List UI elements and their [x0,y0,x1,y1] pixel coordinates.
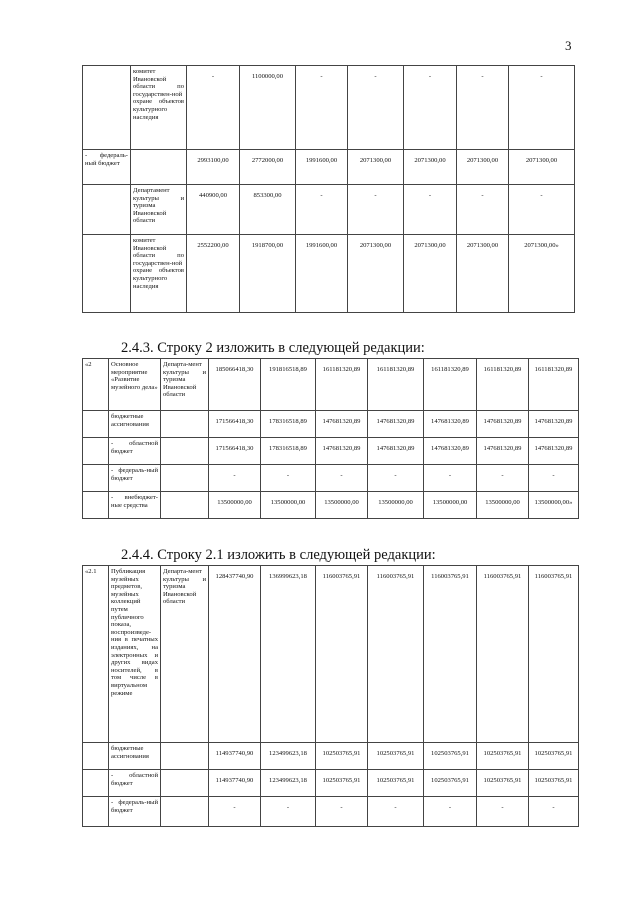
row-label-cell [83,66,131,150]
amount-cell: - [529,797,579,827]
amount-cell: 102503765,91 [368,770,424,797]
amount-cell: 2071300,00 [457,150,509,185]
amount-cell: 1918700,00 [240,235,296,313]
table-row [83,566,579,743]
page-number: 3 [565,38,572,53]
amount-cell: 185066418,30 [209,359,261,411]
amount-cell: 147681320,89 [316,411,368,438]
executor-cell [161,743,209,770]
amount-cell: 114937740,90 [209,743,261,770]
amount-cell: 1991600,00 [296,150,348,185]
amount-cell: 161181320,89 [529,359,579,411]
row-label-cell: - федераль-ный бюджет [109,797,161,827]
amount-cell: 2071300,00 [348,235,404,313]
amount-cell: 102503765,91 [424,770,477,797]
amount-cell: 102503765,91 [368,743,424,770]
executor-cell: Департамент культуры и туризма Ивановской области [131,185,187,235]
amount-cell: 853300,00 [240,185,296,235]
row-label-cell: - областной бюджет [109,770,161,797]
table-row [83,492,579,519]
amount-cell: 147681320,89 [368,411,424,438]
amount-cell: - [316,797,368,827]
amount-cell: - [457,66,509,150]
amount-cell: 13500000,00» [529,492,579,519]
amount-cell: - [404,66,457,150]
amount-cell: 128437740,90 [209,566,261,743]
executor-cell [161,797,209,827]
amount-cell: 102503765,91 [529,770,579,797]
amount-cell: 102503765,91 [424,743,477,770]
row-number-cell: «2.1 [83,566,109,743]
amount-cell: - [348,66,404,150]
amount-cell: - [187,66,240,150]
amount-cell: 2993100,00 [187,150,240,185]
amount-cell: 147681320,89 [316,438,368,465]
amount-cell: 123499623,18 [261,770,316,797]
amount-cell: 13500000,00 [209,492,261,519]
amount-cell: 440900,00 [187,185,240,235]
amount-cell: 161181320,89 [316,359,368,411]
amount-cell: 13500000,00 [316,492,368,519]
amount-cell: 2071300,00 [457,235,509,313]
amount-cell: 2071300,00 [509,150,575,185]
row-number-cell [83,465,109,492]
table-row [83,797,579,827]
amount-cell: - [477,797,529,827]
row-label-cell [83,185,131,235]
amount-cell: 13500000,00 [477,492,529,519]
executor-cell: Департа-мент культуры и туризма Ивановской области [161,359,209,411]
executor-cell [161,492,209,519]
amount-cell: 178316518,89 [261,438,316,465]
executor-cell [161,438,209,465]
amount-cell: 102503765,91 [316,770,368,797]
amount-cell: 161181320,89 [368,359,424,411]
amount-cell: 102503765,91 [316,743,368,770]
executor-cell [131,150,187,185]
amount-cell: 178316518,89 [261,411,316,438]
amount-cell: 102503765,91 [477,743,529,770]
budget-table-row-2-1 [82,565,579,827]
amount-cell: 1991600,00 [296,235,348,313]
amount-cell: - [296,66,348,150]
amount-cell: 2772000,00 [240,150,296,185]
amount-cell: 116003765,91 [316,566,368,743]
amount-cell: 114937740,90 [209,770,261,797]
amount-cell: 171566418,30 [209,411,261,438]
table-row [83,743,579,770]
amount-cell: - [209,465,261,492]
amount-cell: 147681320,89 [477,411,529,438]
amount-cell: - [457,185,509,235]
table-row [83,465,579,492]
amount-cell: 147681320,89 [424,411,477,438]
executor-cell [161,770,209,797]
table-row [83,411,579,438]
amount-cell: - [509,66,575,150]
amount-cell: - [529,465,579,492]
amount-cell: 161181320,89 [424,359,477,411]
row-number-cell [83,770,109,797]
executor-cell [161,465,209,492]
amount-cell: 116003765,91 [368,566,424,743]
table-row [83,235,575,313]
row-label-cell: - федераль-ный бюджет [83,150,131,185]
amount-cell: 116003765,91 [477,566,529,743]
amount-cell: 147681320,89 [424,438,477,465]
amount-cell: 2071300,00» [509,235,575,313]
row-number-cell [83,743,109,770]
executor-cell [161,411,209,438]
budget-table-row-2 [82,358,579,519]
amount-cell: - [209,797,261,827]
amount-cell: 13500000,00 [261,492,316,519]
row-label-cell [83,235,131,313]
table-row [83,438,579,465]
amount-cell: 147681320,89 [529,438,579,465]
row-number-cell [83,797,109,827]
amount-cell: 102503765,91 [529,743,579,770]
budget-table-continued [82,65,575,313]
row-label-cell: бюджетные ассигнования [109,743,161,770]
amount-cell: 102503765,91 [477,770,529,797]
amount-cell: 2071300,00 [404,150,457,185]
section-heading-2-4-4: 2.4.4. Строку 2.1 изложить в следующей редакции: [121,547,436,563]
amount-cell: 161181320,89 [477,359,529,411]
amount-cell: 171566418,30 [209,438,261,465]
row-label-cell: - внебюджет-ные средства [109,492,161,519]
amount-cell: 147681320,89 [477,438,529,465]
amount-cell: - [296,185,348,235]
amount-cell: 116003765,91 [424,566,477,743]
section-heading-2-4-3: 2.4.3. Строку 2 изложить в следующей редакции: [121,340,425,356]
row-label-cell: бюджетные ассигнования [109,411,161,438]
amount-cell: 147681320,89 [368,438,424,465]
amount-cell: - [424,465,477,492]
amount-cell: 2071300,00 [348,150,404,185]
row-number-cell [83,492,109,519]
table-row [83,359,579,411]
amount-cell: - [316,465,368,492]
amount-cell: 116003765,91 [529,566,579,743]
table-row [83,66,575,150]
amount-cell: - [368,797,424,827]
row-label-cell: - федераль-ный бюджет [109,465,161,492]
row-number-cell [83,411,109,438]
executor-cell: комитет Ивановской области по государствен-ной охране объектов культурного наследия [131,235,187,313]
row-label-cell: Основное мероприятие «Развитие музейного дела» [109,359,161,411]
amount-cell: - [509,185,575,235]
row-label-cell: - областной бюджет [109,438,161,465]
amount-cell: - [404,185,457,235]
row-label-cell: Публикация музейных предметов, музейных коллекций путем публичного показа, воспроизведе-ния в печатных изданиях, на электронных и других видах носителей, в том числе в виртуальном режиме [109,566,161,743]
row-number-cell [83,438,109,465]
table-row [83,150,575,185]
table-row [83,185,575,235]
amount-cell: 2552200,00 [187,235,240,313]
amount-cell: 191816518,89 [261,359,316,411]
amount-cell: - [424,797,477,827]
amount-cell: 13500000,00 [424,492,477,519]
amount-cell: 136999623,18 [261,566,316,743]
executor-cell: Департа-мент культуры и туризма Ивановской области [161,566,209,743]
amount-cell: 123499623,18 [261,743,316,770]
amount-cell: 1100000,00 [240,66,296,150]
amount-cell: - [261,797,316,827]
row-number-cell: «2 [83,359,109,411]
amount-cell: - [261,465,316,492]
table-row [83,770,579,797]
amount-cell: - [368,465,424,492]
executor-cell: комитет Ивановской области по государствен-ной охране объектов культурного наследия [131,66,187,150]
amount-cell: - [477,465,529,492]
amount-cell: 13500000,00 [368,492,424,519]
amount-cell: 147681320,89 [529,411,579,438]
amount-cell: 2071300,00 [404,235,457,313]
amount-cell: - [348,185,404,235]
